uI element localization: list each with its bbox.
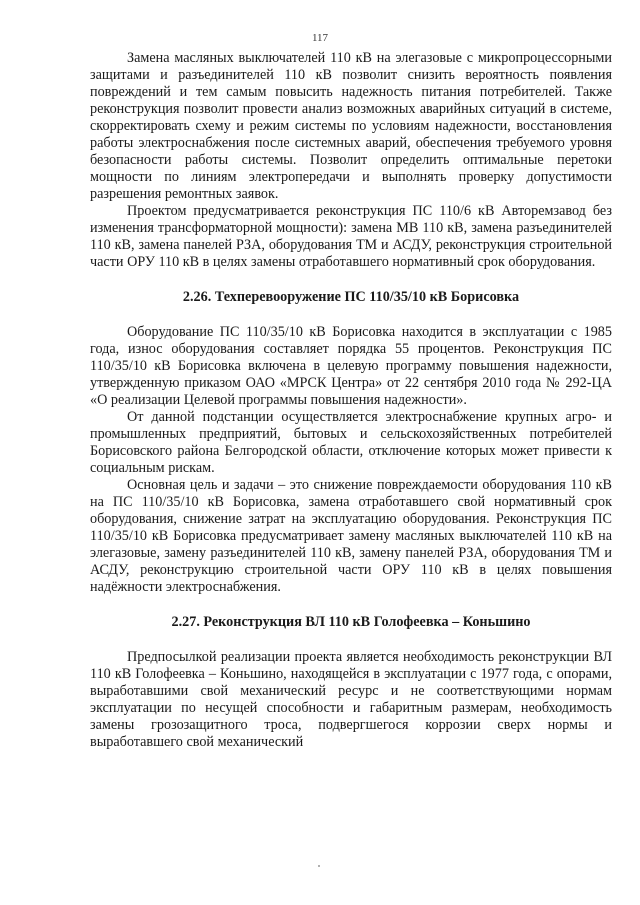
scan-speck bbox=[318, 865, 320, 867]
paragraph: От данной подстанции осуществляется электроснабжение крупных агро- и промышленных предприятий, бытовых и сельскохозяйственных потребителей Борисовского района Белгородской области, отключение которых может привести к социальным рискам. bbox=[90, 409, 612, 476]
section-heading-2-26: 2.26. Техперевооружение ПС 110/35/10 кВ Борисовка bbox=[182, 289, 520, 305]
paragraph: Оборудование ПС 110/35/10 кВ Борисовка находится в эксплуатации с 1985 года, износ оборудования составляет порядка 55 процентов. Реконструкция ПС 110/35/10 кВ Борисовка включена в целевую программу повышения надежности, утвержденную приказом ОАО «МРСК Центра» от 22 сентября 2010 года № 292-ЦА «О реализации Целевой программы повышения надежности». bbox=[90, 324, 612, 408]
paragraph: Предпосылкой реализации проекта является необходимость реконструкции ВЛ 110 кВ Голофеевка – Коньшино, находящейся в эксплуатации с 1977 года, с опорами, выработавшими свой механический ресурс и не соответствующими нормам эксплуатации по несущей способности и габаритным размерам, необходимость замены грозозащитного троса, подвергшегося коррозии сверх нормы и выработавшего свой механический bbox=[90, 649, 612, 750]
paragraph: Проектом предусматривается реконструкция ПС 110/6 кВ Авторемзавод без изменения трансформаторной мощности): замена МВ 110 кВ, замена разъединителей 110 кВ, замена панелей РЗА, оборудования ТМ и АСДУ, реконструкция строительной части ОРУ 110 кВ в целях замены отработавшего нормативный срок оборудования. bbox=[90, 203, 612, 270]
paragraph: Основная цель и задачи – это снижение повреждаемости оборудования 110 кВ на ПС 110/35/10 кВ Борисовка, замена отработавшего свой нормативный срок оборудования, снижение затрат на эксплуатацию оборудования. Реконструкция ПС 110/35/10 кВ Борисовка предусматривает замену масляных выключателей 110 кВ на элегазовые, замену разъединителей 110 кВ, замену панелей РЗА, оборудования ТМ и АСДУ, реконструкцию строительной части ОРУ 110 кВ в целях повышения надёжности электроснабжения. bbox=[90, 477, 612, 595]
page-content bbox=[90, 50, 612, 751]
page-number: 117 bbox=[311, 32, 329, 44]
paragraph: Замена масляных выключателей 110 кВ на элегазовые с микропроцессорными защитами и разъединителей 110 кВ позволит снизить вероятность появления повреждений и тем самым повысить надежность питания потребителей. Также реконструкция позволит провести анализ возможных аварийных ситуаций в системе, скорректировать схему и режим системы по условиям надежности, восстановления работы электроснабжения после системных аварий, обеспечения требуемого уровня безопасности работы системы. Позволит определить оптимальные перетоки мощности по линиям электропередачи и выполнять проверку допустимости разрешения ремонтных заявок. bbox=[90, 50, 612, 202]
section-heading-2-27: 2.27. Реконструкция ВЛ 110 кВ Голофеевка – Коньшино bbox=[171, 614, 531, 630]
